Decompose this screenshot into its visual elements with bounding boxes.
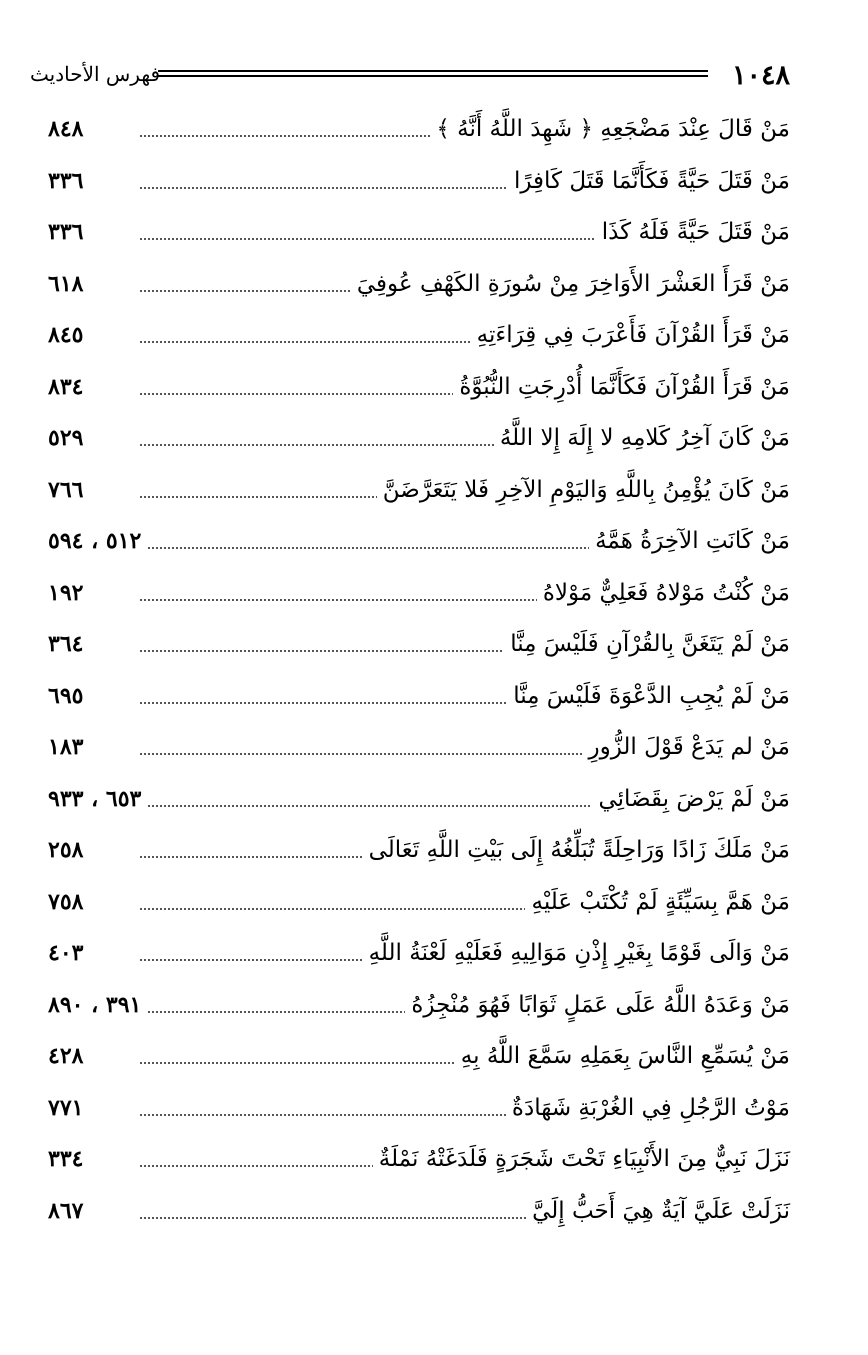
index-entry xyxy=(48,672,790,724)
index-entry xyxy=(48,414,790,466)
page-number: ١٠٤٨ xyxy=(731,60,790,91)
index-entry xyxy=(48,517,790,569)
page-reference: ٥١٢ ، ٥٩٤ xyxy=(48,521,147,561)
hadith-text: مَنْ كَانَ يُؤْمِنُ بِاللَّهِ وَاليَوْمِ الآخِرِ فَلا يَتَعَرَّضَنَّ xyxy=(377,470,790,510)
page-reference: ٤٢٨ xyxy=(48,1036,89,1076)
hadith-text: مَنْ كَانَ آخِرُ كَلامِهِ لا إِلَهَ إِلا اللَّهُ xyxy=(494,418,790,458)
index-entry xyxy=(48,878,790,930)
page-reference: ٥٢٩ xyxy=(48,418,89,458)
hadith-text: مَنْ لم يَدَعْ قَوْلَ الزُّورِ xyxy=(583,727,790,767)
page-reference: ١٩٢ xyxy=(48,573,89,613)
index-entry xyxy=(48,826,790,878)
page-reference: ٣٣٤ xyxy=(48,1139,89,1179)
index-entry xyxy=(48,620,790,672)
index-entry xyxy=(48,569,790,621)
hadith-text: مَنْ قَالَ عِنْدَ مَضْجَعِهِ ﴿ شَهِدَ اللَّهُ أَنَّهُ ﴾ xyxy=(430,109,790,149)
hadith-text: مَنْ قَتَلَ حَيَّةً فَلَهُ كَذَا xyxy=(596,212,790,252)
index-entry xyxy=(48,981,790,1033)
index-entry xyxy=(48,466,790,518)
page-reference: ٣٩١ ، ٨٩٠ xyxy=(48,985,147,1025)
hadith-text: مَنْ مَلَكَ زَادًا وَرَاحِلَةً تُبَلِّغُهُ إِلَى بَيْتِ اللَّهِ تَعَالَى xyxy=(363,830,790,870)
page-reference: ٧٦٦ xyxy=(48,470,89,510)
page-reference: ٨٤٥ xyxy=(48,315,89,355)
index-entry xyxy=(48,311,790,363)
index-entry xyxy=(48,775,790,827)
hadith-text: مَنْ يُسَمِّعِ النَّاسَ بِعَمَلِهِ سَمَّعَ اللَّهُ بِهِ xyxy=(455,1036,790,1076)
index-entry xyxy=(48,1187,790,1239)
hadith-text: مَنْ قَرَأَ العَشْرَ الأَوَاخِرَ مِنْ سُورَةِ الكَهْفِ عُوفِيَ xyxy=(351,264,790,304)
hadith-text: نَزَلَ نَبِيٌّ مِنَ الأَنْبِيَاءِ تَحْتَ شَجَرَةٍ فَلَدَغَتْهُ نَمْلَةٌ xyxy=(373,1139,790,1179)
page-reference: ٣٦٤ xyxy=(48,624,89,664)
hadith-index-list xyxy=(48,105,790,1238)
hadith-text: مَنْ وَعَدَهُ اللَّهُ عَلَى عَمَلٍ ثَوَابًا فَهُوَ مُنْجِزُهُ xyxy=(405,985,790,1025)
hadith-text: مَوْتُ الرَّجُلِ فِي الغُرْبَةِ شَهَادَةٌ xyxy=(506,1088,790,1128)
index-entry xyxy=(48,929,790,981)
page-reference: ٢٥٨ xyxy=(48,830,89,870)
hadith-text: مَنْ قَرَأَ القُرْآنَ فَكَأَنَّمَا أُدْرِجَتِ النُّبُوَّةُ xyxy=(453,367,790,407)
page-reference: ٨٣٤ xyxy=(48,367,89,407)
page-reference: ٨٦٧ xyxy=(48,1191,89,1231)
hadith-text: مَنْ كُنْتُ مَوْلاهُ فَعَلِيٌّ مَوْلاهُ xyxy=(537,573,790,613)
hadith-text: نَزَلَتْ عَلَيَّ آيَةٌ هِيَ أَحَبُّ إِلَيَّ xyxy=(526,1191,790,1231)
hadith-text: مَنْ وَالَى قَوْمًا بِغَيْرِ إِذْنِ مَوَالِيهِ فَعَلَيْهِ لَعْنَةُ اللَّهِ xyxy=(363,933,790,973)
page-header xyxy=(30,56,790,96)
hadith-text: مَنْ لَمْ يُجِبِ الدَّعْوَةَ فَلَيْسَ مِنَّا xyxy=(507,676,790,716)
page-reference: ٣٣٦ xyxy=(48,212,89,252)
page-reference: ٤٠٣ xyxy=(48,933,89,973)
page-reference: ٨٤٨ xyxy=(48,109,89,149)
page-reference: ٣٣٦ xyxy=(48,161,89,201)
hadith-text: مَنْ قَتَلَ حَيَّةً فَكَأَنَّمَا قَتَلَ كَافِرًا xyxy=(508,161,790,201)
index-entry xyxy=(48,1032,790,1084)
hadith-text: مَنْ لَمْ يَرْضَ بِقَضَائِي xyxy=(592,779,790,819)
index-entry xyxy=(48,260,790,312)
index-entry xyxy=(48,105,790,157)
page-reference: ٧٧١ xyxy=(48,1088,89,1128)
index-entry xyxy=(48,208,790,260)
index-entry xyxy=(48,1084,790,1136)
index-entry xyxy=(48,1135,790,1187)
hadith-text: مَنْ كَانَتِ الآخِرَةُ هَمَّهُ xyxy=(589,521,790,561)
page-reference: ١٨٣ xyxy=(48,727,89,767)
index-entry xyxy=(48,723,790,775)
index-entry xyxy=(48,363,790,415)
page-reference: ٦١٨ xyxy=(48,264,89,304)
header-rule xyxy=(158,70,708,77)
hadith-text: مَنْ قَرَأَ القُرْآنَ فَأَعْرَبَ فِي قِرَاءَتِهِ xyxy=(471,315,790,355)
hadith-text: مَنْ هَمَّ بِسَيِّئَةٍ لَمْ تُكْتَبْ عَلَيْهِ xyxy=(525,882,790,922)
page-reference: ٦٩٥ xyxy=(48,676,89,716)
index-entry xyxy=(48,157,790,209)
page-reference: ٧٥٨ xyxy=(48,882,89,922)
page-reference: ٦٥٣ ، ٩٣٣ xyxy=(48,779,147,819)
hadith-text: مَنْ لَمْ يَتَغَنَّ بِالقُرْآنِ فَلَيْسَ مِنَّا xyxy=(504,624,790,664)
running-title: فهرس الأحاديث xyxy=(30,62,161,86)
